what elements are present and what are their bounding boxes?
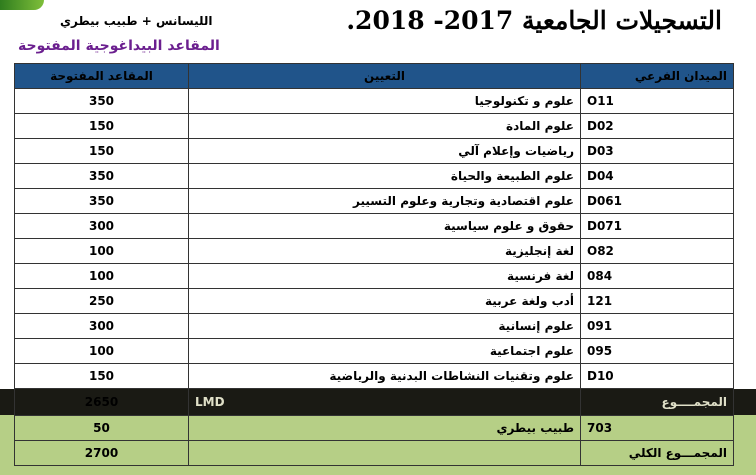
- vet-row: [15, 416, 734, 441]
- grand-total-label: المجمـــوع الكلي: [581, 441, 734, 466]
- domain-code: D061: [581, 189, 734, 214]
- open-seats: 100: [15, 264, 189, 289]
- open-seats: 250: [15, 289, 189, 314]
- open-seats: 150: [15, 139, 189, 164]
- specialty-name: علوم الطبيعة والحياة: [189, 164, 581, 189]
- open-seats: 300: [15, 314, 189, 339]
- subtitle-open-seats: المقاعد البيداغوجية المفتوحة: [18, 38, 220, 54]
- table-row: [15, 289, 734, 314]
- open-seats: 100: [15, 339, 189, 364]
- domain-code: D02: [581, 114, 734, 139]
- total-lmd-label: المجمــــوع: [581, 389, 734, 416]
- open-seats: 150: [15, 114, 189, 139]
- table-header-row: [15, 64, 734, 89]
- domain-code: 091: [581, 314, 734, 339]
- open-seats: 100: [15, 239, 189, 264]
- specialty-name: علوم المادة: [189, 114, 581, 139]
- specialty-name: علوم اقتصادية وتجارية وعلوم التسيير: [189, 189, 581, 214]
- page-title: التسجيلات الجامعية 2017- 2018.: [346, 6, 722, 35]
- lmd-tag: LMD: [189, 389, 581, 416]
- domain-code: 084: [581, 264, 734, 289]
- table-row: [15, 364, 734, 389]
- specialty-name: لغة فرنسية: [189, 264, 581, 289]
- domain-code: D10: [581, 364, 734, 389]
- open-seats: 350: [15, 89, 189, 114]
- open-seats: 350: [15, 164, 189, 189]
- vet-seats: 50: [15, 416, 189, 441]
- domain-code: 121: [581, 289, 734, 314]
- table-row: [15, 89, 734, 114]
- table-row: [15, 264, 734, 289]
- table-row: [15, 164, 734, 189]
- specialty-name: أدب ولغة عربية: [189, 289, 581, 314]
- grand-total-empty: [189, 441, 581, 466]
- specialty-name: حقوق و علوم سياسية: [189, 214, 581, 239]
- open-seats: 300: [15, 214, 189, 239]
- column-header-domain: الميدان الفرعي: [581, 64, 734, 89]
- leaf-decoration: [0, 0, 44, 10]
- total-lmd-seats: 2650: [15, 389, 189, 416]
- vet-code: 703: [581, 416, 734, 441]
- grand-total-row: [15, 441, 734, 466]
- domain-code: D04: [581, 164, 734, 189]
- column-header-specialty: التعيين: [189, 64, 581, 89]
- table-row: [15, 339, 734, 364]
- domain-code: 095: [581, 339, 734, 364]
- domain-code: O82: [581, 239, 734, 264]
- domain-code: O11: [581, 89, 734, 114]
- column-header-seats: المقاعد المفتوحة: [15, 64, 189, 89]
- table-row: [15, 189, 734, 214]
- vet-name: طبيب بيطري: [189, 416, 581, 441]
- specialty-name: علوم إنسانية: [189, 314, 581, 339]
- table-row: [15, 214, 734, 239]
- grand-total-seats: 2700: [15, 441, 189, 466]
- specialty-name: علوم اجتماعية: [189, 339, 581, 364]
- domain-code: D071: [581, 214, 734, 239]
- table-row: [15, 114, 734, 139]
- specialty-name: علوم وتقنيات النشاطات البدنية والرياضية: [189, 364, 581, 389]
- total-lmd-row: [15, 389, 734, 416]
- open-seats: 150: [15, 364, 189, 389]
- open-seats: 350: [15, 189, 189, 214]
- table-row: [15, 314, 734, 339]
- domain-code: D03: [581, 139, 734, 164]
- seats-table: [14, 63, 734, 466]
- specialty-name: علوم و تكنولوجيا: [189, 89, 581, 114]
- table-row: [15, 139, 734, 164]
- table-row: [15, 239, 734, 264]
- specialty-name: لغة إنجليزية: [189, 239, 581, 264]
- specialty-name: رياضيات وإعلام آلي: [189, 139, 581, 164]
- subtitle-programs: الليسانس + طبيب بيطري: [60, 14, 213, 28]
